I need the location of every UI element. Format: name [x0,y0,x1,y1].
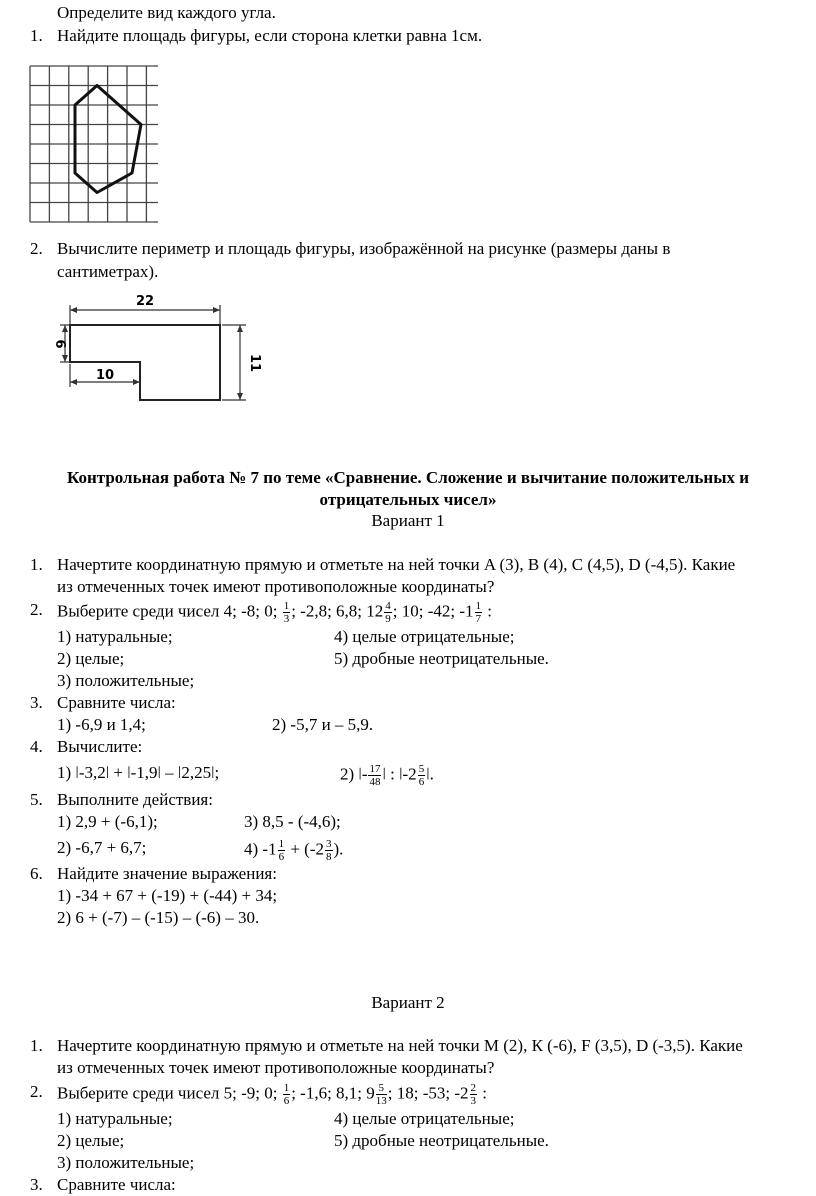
v2-q2-mid2: ; 18; -53; -2 [387,1083,469,1103]
v1-q3-b: 2) -5,7 и – 5,9. [272,715,374,734]
v2-q1-number: 1. [30,1036,43,1055]
v1-q5-fraction-2: $\frac{3}{8}$ [326,838,332,863]
v1-q5-d-end: ). [333,839,344,859]
v1-q5-b: 2) -6,7 + 6,7; [57,838,147,857]
v1-q2-option5: 5) дробные неотрицательные. [334,649,549,668]
v1-q4-b [340,763,434,788]
v1-q3-number: 3. [30,693,43,712]
v2-q2-option3: 3) положительные; [57,1153,195,1172]
v1-q2-mid2: ; 10; -42; -1 [392,601,474,621]
geo-q1-text: Найдите площадь фигуры, если сторона клетки равна 1см. [57,26,483,45]
v1-q4-fraction-2: $\frac{5}{6}$ [418,763,425,788]
v1-q5-a: 1) 2,9 + (-6,1); [57,812,158,831]
geo-q1-number: 1. [30,26,43,45]
dim-top-label: 22 [135,294,155,309]
v1-q4-text: Вычислите: [57,737,143,756]
v2-q3-number: 3. [30,1175,43,1194]
v1-q5-d-mid: + (-2 [286,839,324,859]
test-title-line2: отрицательных чисел» [319,490,497,509]
v2-q2-option4: 4) целые отрицательные; [334,1109,515,1128]
geo-q2-text-line1: Вычислите периметр и площадь фигуры, изображённой на рисунке (размеры даны в [57,239,671,258]
v1-q2-mid1: ; -2,8; 6,8; 12 [291,601,384,621]
v1-q2-fraction-3: $\frac{1}{7}$ [475,600,482,625]
v2-q2-option2: 2) целые; [57,1131,125,1150]
dimensioned-figure [40,290,265,415]
v1-q5-c: 3) 8,5 - (-4,6); [244,812,341,831]
v1-q5-d [244,838,343,863]
dim-bottom-label: 10 [95,368,115,383]
v1-q1-line2: из отмеченных точек имеют противоположные координаты? [57,577,495,596]
v1-q4-a: 1) ǀ-3,2ǀ + ǀ-1,9ǀ – ǀ2,25ǀ; [57,763,220,782]
v1-q6-a: 1) -34 + 67 + (-19) + (-44) + 34; [57,886,278,905]
v1-q2-fraction-2: $\frac{4}{9}$ [385,600,391,625]
variant2-title: Вариант 2 [371,993,445,1012]
v2-q1-line2: из отмеченных точек имеют противоположные координаты? [57,1058,495,1077]
v1-q5-d-pre: 4) -1 [244,839,277,859]
v2-q2-mid1: ; -1,6; 8,1; 9 [291,1083,375,1103]
v1-q1-number: 1. [30,555,43,574]
v1-q4-fraction-1: $\frac{17}{48}$ [369,763,381,788]
v1-q6-b: 2) 6 + (-7) – (-15) – (-6) – 30. [57,908,260,927]
v1-q4-b-mid: ǀ : ǀ-2 [382,764,417,784]
v1-q2-option3: 3) положительные; [57,671,195,690]
v2-q2-option1: 1) натуральные; [57,1109,173,1128]
v1-q3-text: Сравните числа: [57,693,176,712]
v1-q5-text: Выполните действия: [57,790,213,809]
v1-q5-number: 5. [30,790,43,809]
v2-q2-text [57,1082,487,1107]
grid-hexagon-figure [26,62,162,226]
v2-q2-option5: 5) дробные неотрицательные. [334,1131,549,1150]
v1-q2-text [57,600,492,625]
v1-q4-b-pre: 2) ǀ- [340,764,368,784]
v1-q2-option1: 1) натуральные; [57,627,173,646]
v2-q2-fraction-1: $\frac{1}{6}$ [283,1082,290,1107]
v1-q2-option2: 2) целые; [57,649,125,668]
v2-q2-fraction-2: $\frac{5}{13}$ [375,1082,387,1107]
v2-q3-text: Сравните числа: [57,1175,176,1194]
v1-q3-a: 1) -6,9 и 1,4; [57,715,146,734]
v1-q4-number: 4. [30,737,43,756]
dim-left-label: 6 [52,339,67,349]
v1-q1-line1: Начертите координатную прямую и отметьте на ней точки A (3), B (4), C (4,5), D (-4,5). Какие [57,555,736,574]
intro-line: Определите вид каждого угла. [57,3,276,22]
dim-right-label: 11 [247,353,262,373]
v2-q2-fraction-3: $\frac{2}{3}$ [470,1082,477,1107]
v1-q2-prefix: Выберите среди чисел 4; -8; 0; [57,601,278,621]
v1-q6-number: 6. [30,864,43,883]
v1-q2-end: : [487,601,493,621]
v2-q2-prefix: Выберите среди чисел 5; -9; 0; [57,1083,278,1103]
variant1-title: Вариант 1 [371,511,445,530]
v2-q2-end: : [482,1083,488,1103]
v1-q2-fraction-1: $\frac{1}{3}$ [283,600,290,625]
v2-q1-line1: Начертите координатную прямую и отметьте на ней точки M (2), К (-6), F (3,5), D (-3,5). Какие [57,1036,743,1055]
v1-q4-b-end: ǀ. [426,764,434,784]
test-title-line1: Контрольная работа № 7 по теме «Сравнение. Сложение и вычитание положительных и [66,468,750,487]
v2-q2-number: 2. [30,1082,43,1101]
v1-q6-text: Найдите значение выражения: [57,864,277,883]
v1-q2-option4: 4) целые отрицательные; [334,627,515,646]
geo-q2-number: 2. [30,239,43,258]
geo-q2-text-line2: сантиметрах). [57,262,159,281]
v1-q2-number: 2. [30,600,43,619]
v1-q5-fraction-1: $\frac{1}{6}$ [278,838,285,863]
